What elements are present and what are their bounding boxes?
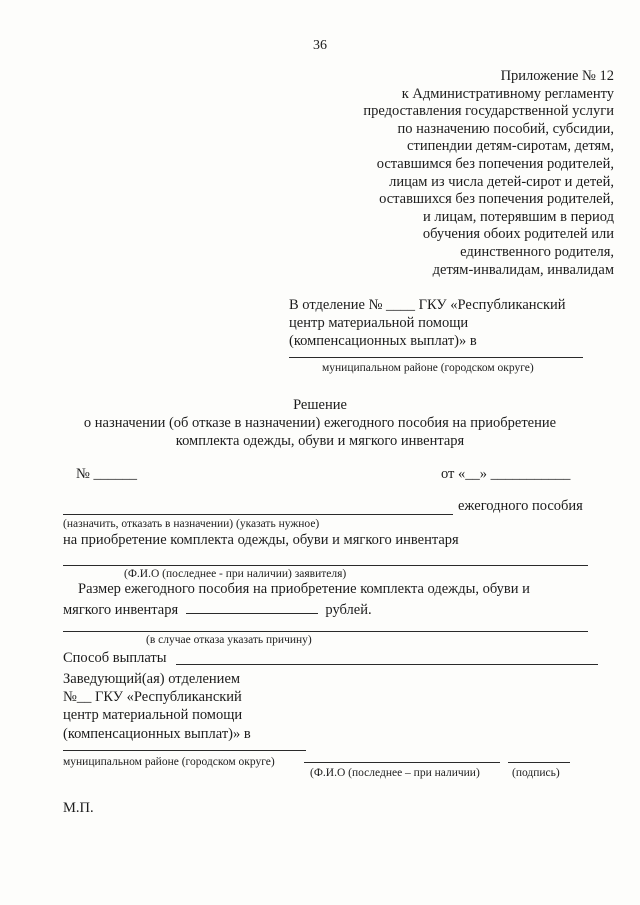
addressee-line: В отделение № ____ ГКУ «Республиканский xyxy=(289,297,566,313)
decision-title: Решение xyxy=(293,397,347,413)
applicant-name-line[interactable] xyxy=(63,565,588,566)
stamp-place-label: М.П. xyxy=(63,800,94,816)
decision-number-field[interactable]: № ______ xyxy=(76,466,137,482)
addressee-district-line[interactable] xyxy=(289,357,583,358)
appendix-line: к Административному регламенту xyxy=(401,85,614,102)
head-line: №__ ГКУ «Республиканский xyxy=(63,689,242,706)
head-signature-caption: (подпись) xyxy=(512,767,560,779)
benefit-label: ежегодного пособия xyxy=(458,498,583,514)
appendix-line: по назначению пособий, субсидии, xyxy=(397,120,614,137)
appendix-line: и лицам, потерявшим в период xyxy=(423,208,614,225)
page-number: 36 xyxy=(313,38,327,53)
head-district-caption: муниципальном районе (городском округе) xyxy=(63,756,275,768)
appendix-line: обучения обоих родителей или xyxy=(422,226,614,243)
applicant-caption: (Ф.И.О (последнее - при наличии) заявителя) xyxy=(124,568,347,580)
head-line: (компенсационных выплат)» в xyxy=(63,725,251,742)
head-of-department-block xyxy=(63,670,251,743)
amount-line2 xyxy=(63,600,372,619)
addressee-line: (компенсационных выплат)» в xyxy=(289,333,477,349)
decision-subtitle-line: комплекта одежды, обуви и мягкого инвентаря xyxy=(175,433,465,449)
appendix-line: оставшимся без попечения родителей, xyxy=(376,155,614,172)
purpose-text: на приобретение комплекта одежды, обуви и мягкого инвентаря xyxy=(63,532,459,548)
appendix-line: предоставления государственной услуги xyxy=(363,103,614,120)
payment-method-line[interactable] xyxy=(176,664,598,665)
head-line: Заведующий(ая) отделением xyxy=(63,671,241,687)
appendix-line: детям-инвалидам, инвалидам xyxy=(432,261,614,278)
appendix-line: оставшихся без попечения родителей, xyxy=(379,191,614,208)
decision-date-field[interactable]: от «__» ___________ xyxy=(441,466,571,482)
head-name-line[interactable] xyxy=(304,762,500,763)
amount-suffix: рублей. xyxy=(325,602,372,618)
appendix-header xyxy=(363,68,614,279)
refusal-caption: (в случае отказа указать причину) xyxy=(146,634,312,646)
addressee-line: центр материальной помощи xyxy=(289,315,469,331)
appendix-line: Приложение № 12 xyxy=(500,68,614,84)
addressee-district-caption: муниципальном районе (городском округе) xyxy=(322,362,534,374)
appendix-line: лицам из числа детей-сирот и детей, xyxy=(389,173,614,190)
refusal-reason-line[interactable] xyxy=(63,631,588,632)
addressee-block xyxy=(289,296,566,350)
amount-input-line[interactable] xyxy=(186,600,318,614)
appendix-line: стипендии детям-сиротам, детям, xyxy=(407,138,614,155)
appendix-line: единственного родителя, xyxy=(460,243,614,260)
head-line: центр материальной помощи xyxy=(63,707,243,724)
head-district-line[interactable] xyxy=(63,750,306,751)
amount-text-line1: Размер ежегодного пособия на приобретение комплекта одежды, обуви и xyxy=(78,581,530,597)
amount-prefix: мягкого инвентаря xyxy=(63,602,179,618)
payment-method-label: Способ выплаты xyxy=(63,650,167,666)
head-name-caption: (Ф.И.О (последнее – при наличии) xyxy=(310,767,480,779)
assign-caption: (назначить, отказать в назначении) (указать нужное) xyxy=(63,518,320,530)
decision-subtitle-line: о назначении (об отказе в назначении) ежегодного пособия на приобретение xyxy=(83,415,557,431)
assign-decision-line[interactable] xyxy=(63,514,453,515)
head-signature-line[interactable] xyxy=(508,762,570,763)
